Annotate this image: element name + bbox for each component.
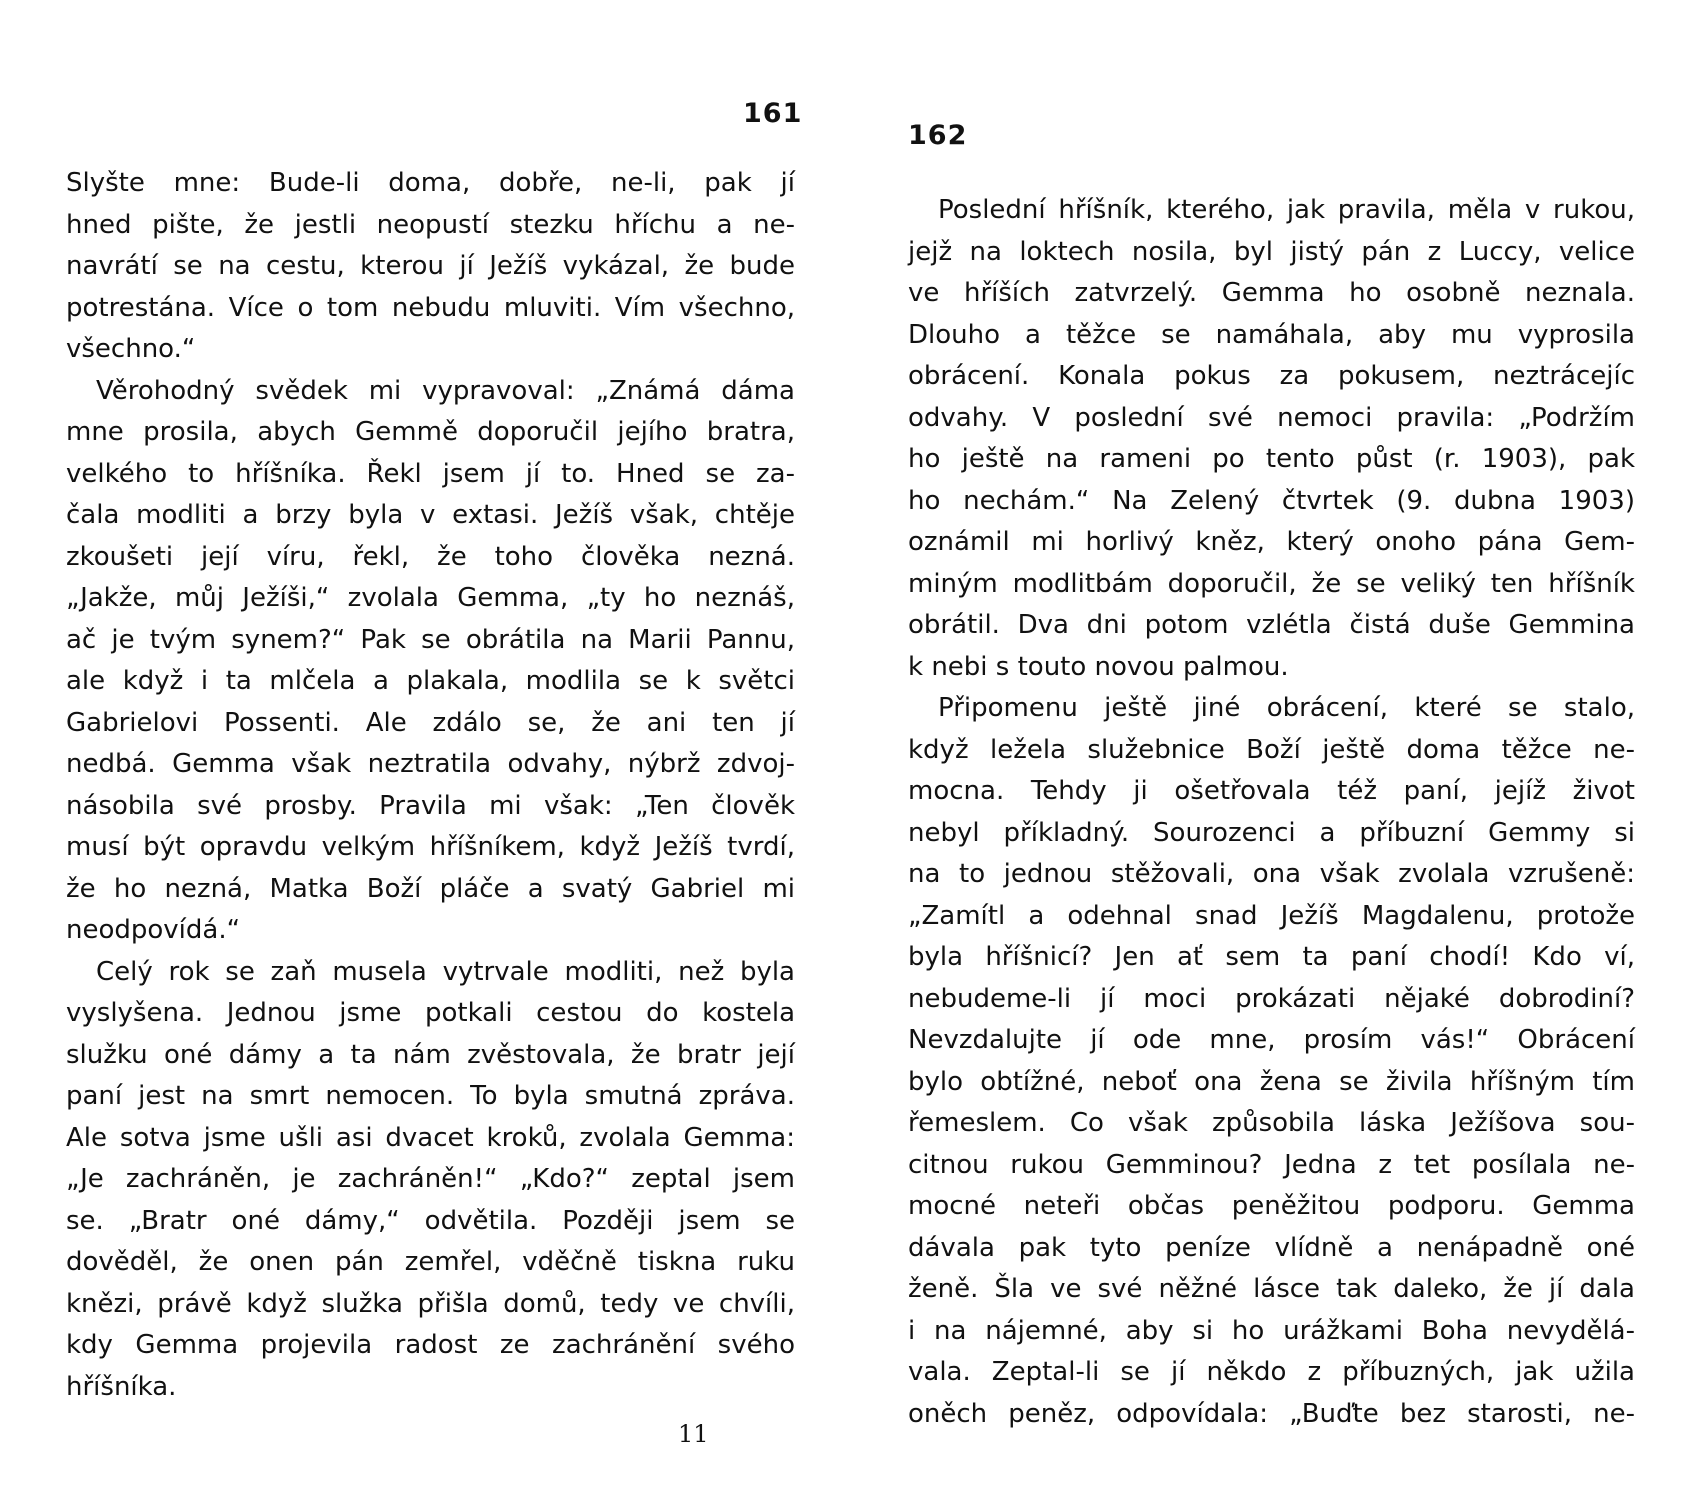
text-line: ač je tvým synem?“ Pak se obrátila na Marii Pannu, bbox=[66, 624, 795, 655]
left-page-number: 161 bbox=[743, 98, 803, 129]
text-line: řemeslem. Co však způsobila láska Ježíšova sou- bbox=[908, 1108, 1635, 1138]
text-line: Poslední hříšník, kterého, jak pravila, měla v rukou, bbox=[938, 195, 1635, 225]
text-line: „Zamítl a odehnal snad Ježíš Magdalenu, protože bbox=[908, 900, 1635, 931]
text-line: bylo obtížné, neboť ona žena se živila hříšným tím bbox=[908, 1066, 1635, 1097]
text-line: na to jednou stěžovali, ona však zvolala vzrušeně: bbox=[908, 859, 1635, 889]
text-line: Dlouho a těžce se namáhala, aby mu vyprosila bbox=[908, 319, 1635, 350]
text-line: Nevzdalujte jí ode mne, prosím vás!“ Obrácení bbox=[908, 1025, 1635, 1055]
text-line: vala. Zeptal-li se jí někdo z příbuzných, jak užila bbox=[908, 1357, 1635, 1387]
text-line: nebyl příkladný. Sourozenci a příbuzní Gemmy si bbox=[908, 817, 1635, 848]
text-line: obrácení. Konala pokus za pokusem, neztrácejíc bbox=[908, 361, 1635, 391]
text-line: hříšníka. bbox=[66, 1371, 177, 1402]
text-line: mocna. Tehdy ji ošetřovala též paní, jejíž život bbox=[908, 776, 1635, 806]
text-line: že ho nezná, Matka Boží pláče a svatý Gabriel mi bbox=[66, 873, 795, 904]
text-line: jejž na loktech nosila, byl jistý pán z Luccy, velice bbox=[908, 236, 1635, 267]
text-line: Gabrielovi Possenti. Ale zdálo se, že ani ten jí bbox=[66, 707, 795, 738]
text-line: vyslyšena. Jednou jsme potkali cestou do kostela bbox=[66, 998, 795, 1028]
text-line: „Jakže, můj Ježíši,“ zvolala Gemma, „ty ho neznáš, bbox=[66, 583, 795, 613]
text-line: byla hříšnicí? Jen ať sem ta paní chodí! Kdo ví, bbox=[908, 942, 1635, 972]
text-line: musí být opravdu velkým hříšníkem, když Ježíš tvrdí, bbox=[66, 832, 795, 862]
left-page-text bbox=[66, 163, 795, 1408]
text-line: když ležela služebnice Boží ještě doma těžce ne- bbox=[908, 734, 1635, 765]
right-page-number: 162 bbox=[908, 120, 968, 151]
text-line: Připomenu ještě jiné obrácení, které se stalo, bbox=[938, 693, 1635, 723]
signature-mark: 11 bbox=[678, 1420, 709, 1448]
text-line: odvahy. V poslední své nemoci pravila: „Podržím bbox=[908, 402, 1635, 433]
text-line: dověděl, že onen pán zemřel, vděčně tiskna ruku bbox=[66, 1247, 795, 1277]
text-line: všechno.“ bbox=[66, 334, 196, 364]
text-line: miným modlitbám doporučil, že se veliký ten hříšník bbox=[908, 568, 1635, 599]
text-line: kdy Gemma projevila radost ze zachránění svého bbox=[66, 1330, 795, 1360]
text-line: Celý rok se zaň musela vytrvale modliti, než byla bbox=[96, 956, 795, 987]
text-line: nedbá. Gemma však neztratila odvahy, nýbrž zdvoj- bbox=[66, 749, 795, 779]
text-line: zkoušeti její víru, řekl, že toho člověka nezná. bbox=[66, 541, 795, 572]
text-line: Ale sotva jsme ušli asi dvacet kroků, zvolala Gemma: bbox=[66, 1122, 795, 1153]
right-page-text bbox=[908, 190, 1635, 1435]
text-line: paní jest na smrt nemocen. To byla smutná zpráva. bbox=[66, 1081, 795, 1111]
text-line: oznámil mi horlivý kněz, který onoho pána Gem- bbox=[908, 527, 1635, 557]
text-line: obrátil. Dva dni potom vzlétla čistá duše Gemmina bbox=[908, 610, 1635, 640]
text-line: mocné neteři občas peněžitou podporu. Gemma bbox=[908, 1191, 1635, 1221]
text-line: Věrohodný svědek mi vypravoval: „Známá dáma bbox=[96, 375, 795, 406]
text-line: potrestána. Více o tom nebudu mluviti. Vím všechno, bbox=[66, 292, 795, 323]
text-line: služku oné dámy a ta nám zvěstovala, že bratr její bbox=[66, 1039, 795, 1070]
text-line: ho ještě na rameni po tento půst (r. 1903), pak bbox=[908, 444, 1635, 474]
text-line: ženě. Šla ve své něžné lásce tak daleko, že jí dala bbox=[908, 1274, 1635, 1304]
text-line: ho nechám.“ Na Zelený čtvrtek (9. dubna 1903) bbox=[908, 485, 1635, 516]
text-line: i na nájemné, aby si ho urážkami Boha nevydělá- bbox=[908, 1315, 1635, 1346]
text-line: násobila své prosby. Pravila mi však: „Ten člověk bbox=[66, 790, 795, 821]
text-line: velkého to hříšníka. Řekl jsem jí to. Hned se za- bbox=[66, 458, 795, 489]
text-line: k nebi s touto novou palmou. bbox=[908, 651, 1289, 682]
text-line: citnou rukou Gemminou? Jedna z tet posílala ne- bbox=[908, 1149, 1635, 1180]
text-line: navrátí se na cestu, kterou jí Ježíš vykázal, že bude bbox=[66, 251, 795, 281]
text-line: dávala pak tyto peníze vlídně a nenápadně oné bbox=[908, 1232, 1635, 1263]
text-line: nebudeme-li jí moci prokázati nějaké dobrodiní? bbox=[908, 983, 1635, 1014]
text-line: „Je zachráněn, je zachráněn!“ „Kdo?“ zeptal jsem bbox=[66, 1164, 795, 1194]
text-line: hned pište, že jestli neopustí stezku hříchu a ne- bbox=[66, 209, 795, 240]
text-line: oněch peněz, odpovídala: „Buďte bez starosti, ne- bbox=[908, 1398, 1635, 1429]
text-line: knězi, právě když služka přišla domů, tedy ve chvíli, bbox=[66, 1288, 795, 1319]
text-line: čala modliti a brzy byla v extasi. Ježíš však, chtěje bbox=[66, 500, 795, 530]
text-line: ve hříších zatvrzelý. Gemma ho osobně neznala. bbox=[908, 278, 1635, 308]
text-line: mne prosila, abych Gemmě doporučil jejího bratra, bbox=[66, 417, 795, 447]
text-line: ale když i ta mlčela a plakala, modlila se k světci bbox=[66, 666, 795, 696]
text-line: se. „Bratr oné dámy,“ odvětila. Později jsem se bbox=[66, 1205, 795, 1236]
text-line: neodpovídá.“ bbox=[66, 915, 241, 945]
text-line: Slyšte mne: Bude-li doma, dobře, ne-li, pak jí bbox=[66, 168, 795, 198]
